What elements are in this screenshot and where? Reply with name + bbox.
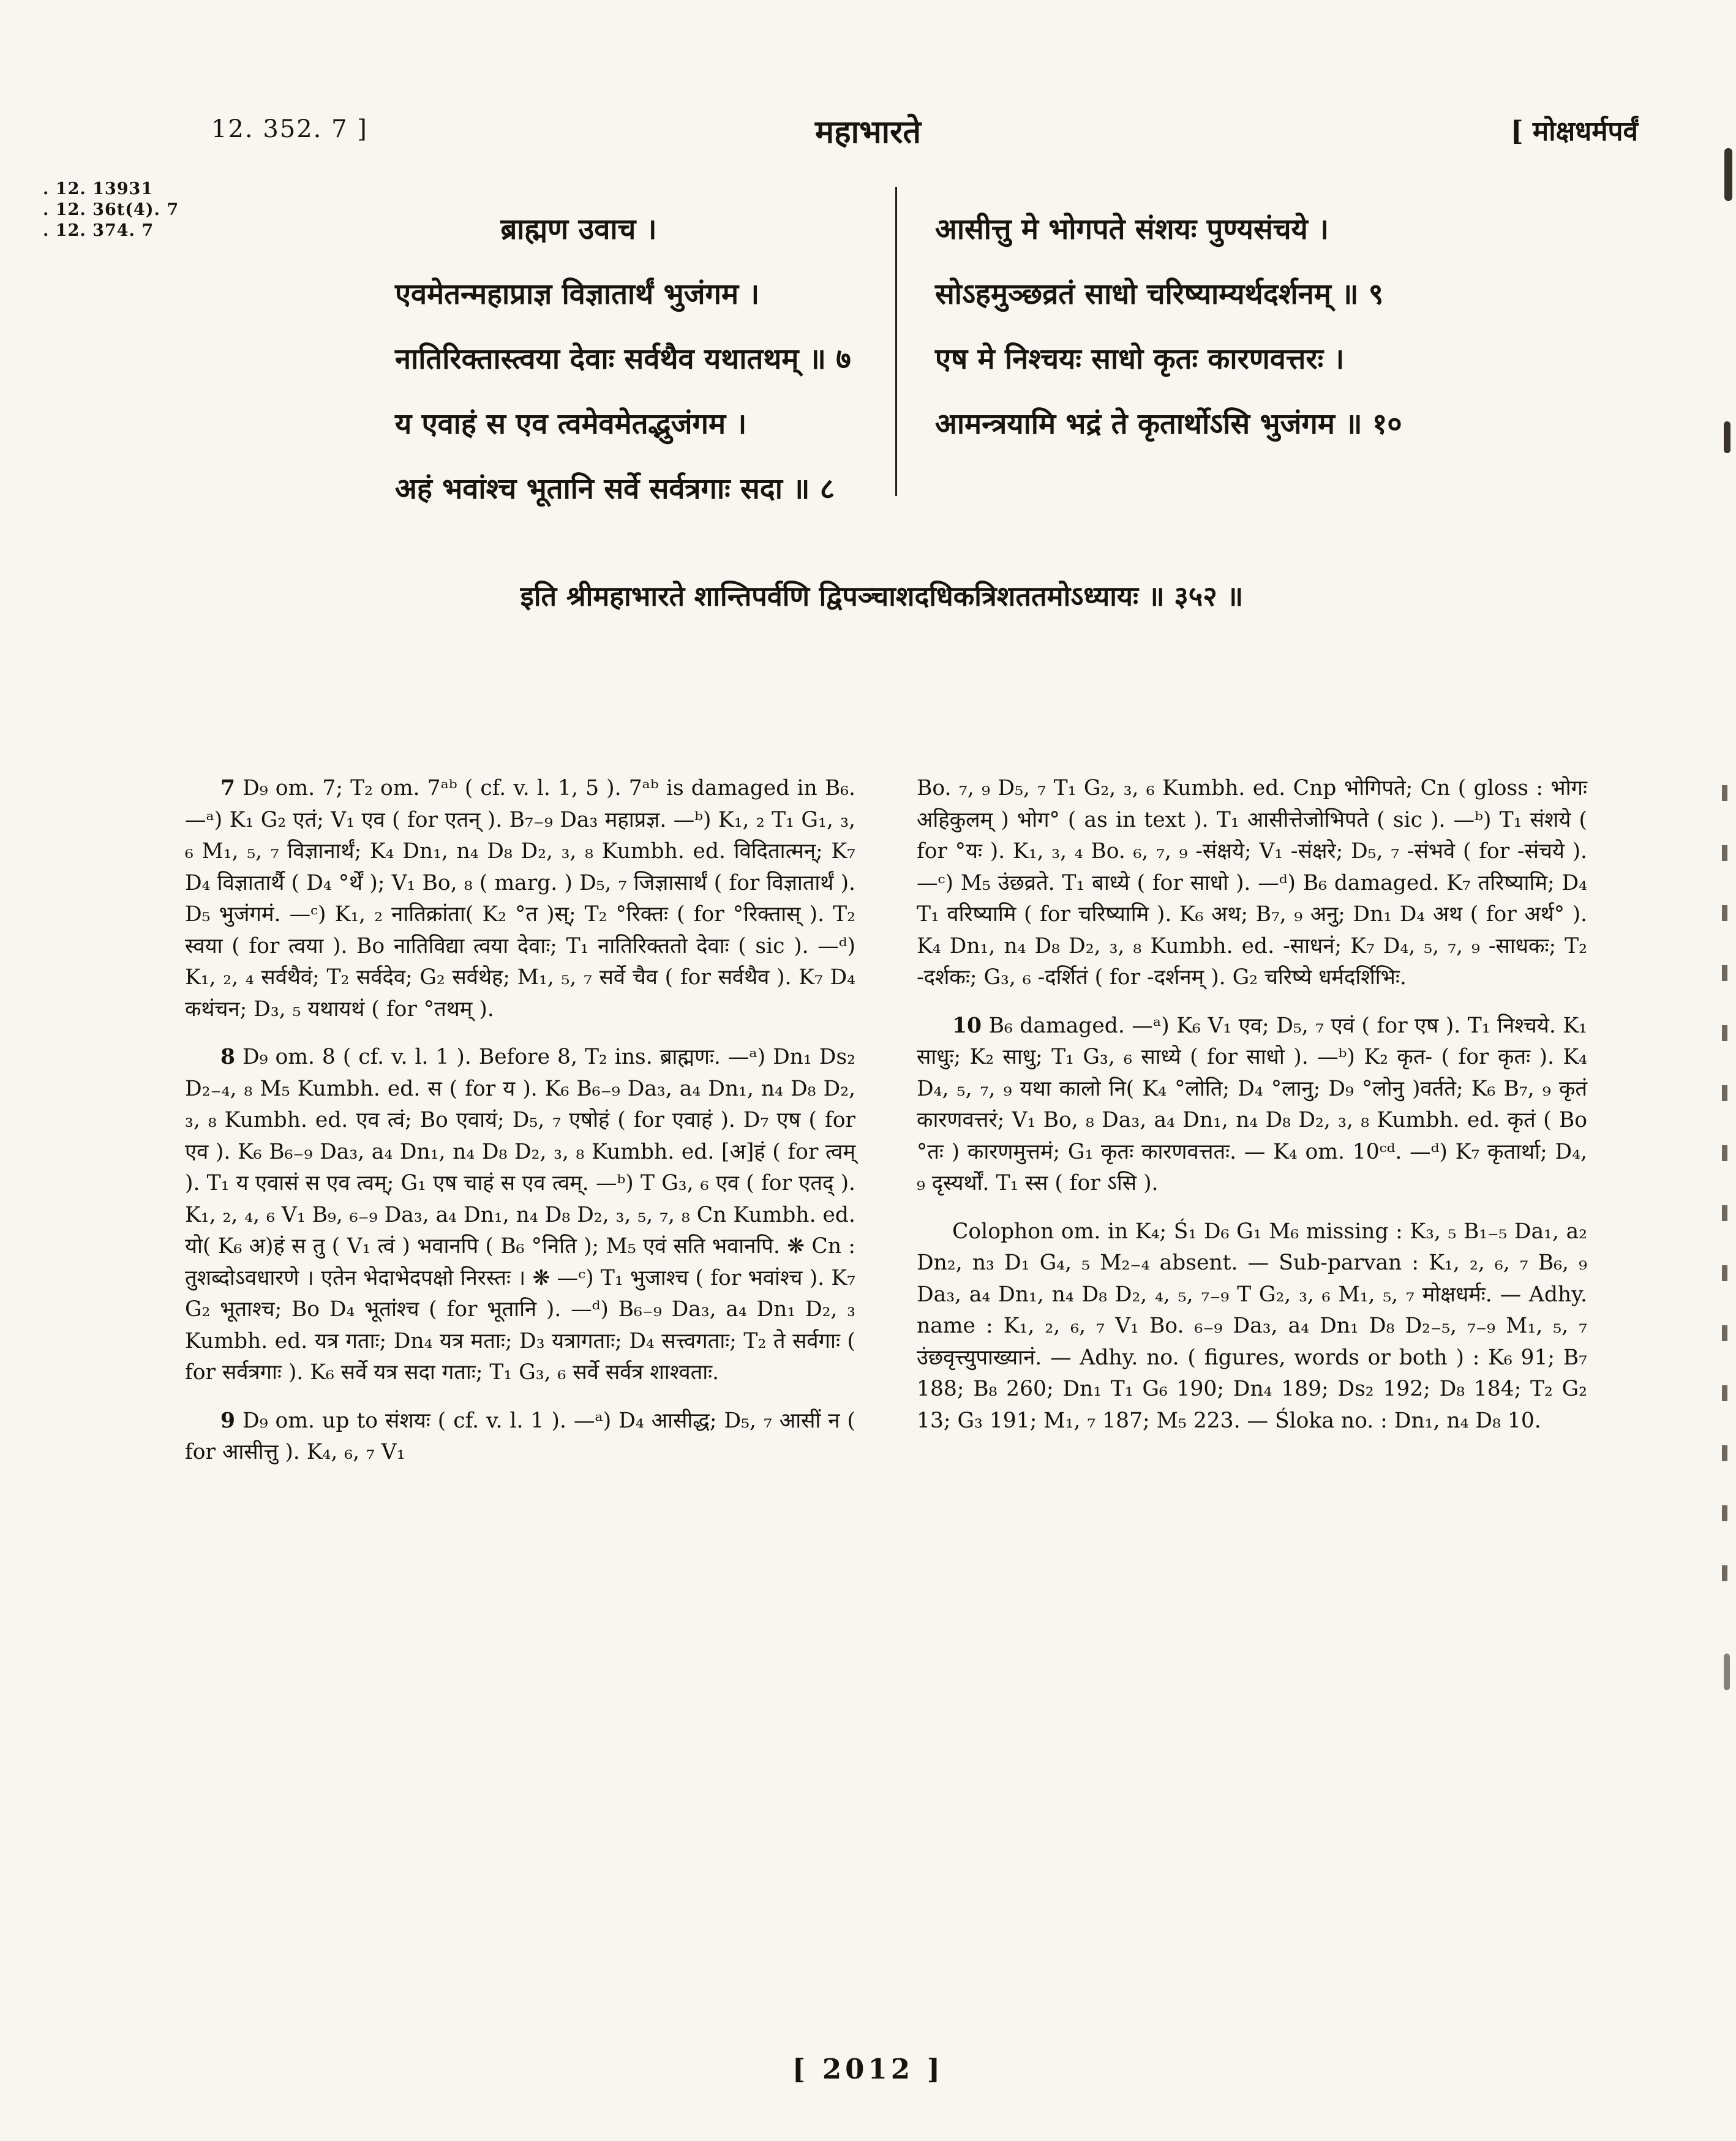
verse-line: एवमेतन्महाप्राज्ञ विज्ञातार्थं भुजंगम ।: [395, 277, 760, 311]
scan-artifact: [1724, 421, 1730, 453]
note-number: 10: [952, 1013, 982, 1038]
apparatus-column-left: [185, 773, 855, 1485]
verse-line: आमन्त्रयामि भद्रं ते कृतार्थोऽसि भुजंगम ॥ १०: [935, 407, 1402, 441]
note-number: 7: [220, 776, 236, 800]
speaker-line: ब्राह्मण उवाच ।: [500, 213, 657, 246]
book-title: महाभारते: [814, 113, 922, 151]
margin-ref: . 12. 36t(4). 7: [43, 200, 179, 219]
apparatus-note-10: [917, 1010, 1587, 1200]
page-number: [ 2012 ]: [792, 2053, 944, 2085]
verse-reference: 12. 352. 7 ]: [211, 115, 368, 143]
verse-line: एष मे निश्चयः साधो कृतः कारणवत्तरः ।: [935, 342, 1345, 376]
column-divider-rule: [895, 187, 897, 496]
margin-ref: . 12. 13931: [43, 179, 154, 198]
note-number: 8: [220, 1045, 236, 1069]
apparatus-note-9-continued: [917, 773, 1587, 994]
scan-artifact: [1724, 1654, 1730, 1690]
margin-ref: . 12. 374. 7: [43, 221, 154, 240]
verse-line: नातिरिक्तास्त्वया देवाः सर्वथैव यथातथम् ॥ ७: [395, 342, 851, 376]
parvan-title: [ मोक्षधर्मपर्वं: [1510, 116, 1638, 147]
scan-artifact: [1722, 785, 1727, 1600]
apparatus-column-right: [917, 773, 1587, 1485]
margin-references: [43, 179, 179, 241]
verse-column-left: [395, 197, 851, 522]
note-text: B₆ damaged. —ᵃ) K₆ V₁ एव; D₅, ₇ एवं ( for एष ). T₁ निश्चये. K₁ साधुः; K₂ साधु; T₁ G₃, ₆ साध्ये ( for साधो ). —ᵇ) K₂ कृत- ( for कृतः ). K₄ D₄, ₅, ₇, ₉ यथा कालो नि( K₄ °लोति; D₄ °लानु; D₉ °लोनु )वर्तते; K₆ B₇, ₉ कृतं कारणवत्तरं; V₁ Bo, ₈ Da₃, a₄ Dn₁, n₄ D₈ D₂, ₃, ₈ Kumbh. ed. कृतं ( Bo °तः ) कारणमुत्तमं; G₁ कृतः कारणवत्ततः. — K₄ om. 10ᶜᵈ. —ᵈ) K₇ कृतार्था; D₄, ₉ दृस्यर्थों. T₁ स्स ( for ऽसि ).: [917, 1013, 1587, 1195]
colophon-variants-note: [917, 1216, 1587, 1437]
apparatus-note-8: [185, 1042, 855, 1389]
verse-line: य एवाहं स एव त्वमेवमेतद्भुजंगम ।: [395, 407, 747, 441]
note-text: Bo. ₇, ₉ D₅, ₇ T₁ G₂, ₃, ₆ Kumbh. ed. Cnp भोगिपते; Cn ( gloss : भोगः अहिकुलम् ) भोग° ( as in text ). T₁ आसीत्तेजोभिपते ( sic ). —ᵇ) T₁ संशये ( for °यः ). K₁, ₃, ₄ Bo. ₆, ₇, ₉ -संक्षये; V₁ -संक्षरे; D₅, ₇ -संभवे ( for -संचये ). —ᶜ) M₅ उंछव्रते. T₁ बाध्ये ( for साधो ). —ᵈ) B₆ damaged. K₇ तरिष्यामि; D₄ T₁ वरिष्यामि ( for चरिष्यामि ). K₆ अथ; B₇, ₉ अनु; Dn₁ D₄ अथ ( for अर्थ° ). K₄ Dn₁, n₄ D₈ D₂, ₃, ₈ Kumbh. ed. -साधनं; K₇ D₄, ₅, ₇, ₉ -साधकः; T₂ -दर्शकः; G₃, ₆ -दर्शितं ( for -दर्शनम् ). G₂ चरिष्ये धर्मदर्शिभिः.: [917, 776, 1587, 990]
verse-line: सोऽहमुञ्छव्रतं साधो चरिष्याम्यर्थदर्शनम् ॥ ९: [935, 277, 1384, 311]
verse-line: आसीत्तु मे भोगपते संशयः पुण्यसंचये ।: [935, 213, 1329, 246]
apparatus-note-7: [185, 773, 855, 1025]
verse-column-right: [935, 197, 1541, 457]
critical-apparatus: [185, 773, 1587, 1485]
chapter-colophon: इति श्रीमहाभारते शान्तिपर्वणि द्विपञ्चाशदधिकत्रिशततमोऽध्यायः ॥ ३५२ ॥: [520, 580, 1244, 612]
note-text: D₉ om. 8 ( cf. v. l. 1 ). Before 8, T₂ ins. ब्राह्मणः. —ᵃ) Dn₁ Ds₂ D₂₋₄, ₈ M₅ Kumbh. ed. स ( for य ). K₆ B₆₋₉ Da₃, a₄ Dn₁, n₄ D₈ D₂, ₃, ₈ Kumbh. ed. एव त्वं; Bo एवायं; D₅, ₇ एषोहं ( for एवाहं ). D₇ एष ( for एव ). K₆ B₆₋₉ Da₃, a₄ Dn₁, n₄ D₈ D₂, ₃, ₈ Kumbh. ed. [अ]हं ( for त्वम् ). T₁ य एवासं स एव त्वम्; G₁ एष चाहं स एव त्वम्. —ᵇ) T G₃, ₆ एव ( for एतद् ). K₁, ₂, ₄, ₆ V₁ B₉, ₆₋₉ Da₃, a₄ Dn₁, n₄ D₈ D₂, ₃, ₅, ₇, ₈ Cn Kumbh. ed. यो( K₆ अ)हं स तु ( V₁ त्वं ) भवानपि ( B₆ °निति ); M₅ एवं सति भवानपि. ❋ Cn : तुशब्दोऽवधारणे । एतेन भेदाभेदपक्षो निरस्तः । ❋ —ᶜ) T₁ भुजाश्च ( for भवांश्च ). K₇ G₂ भूताश्च; Bo D₄ भूतांश्च ( for भूतानि ). —ᵈ) B₆₋₉ Da₃, a₄ Dn₁ D₂, ₃ Kumbh. ed. यत्र गताः; Dn₄ यत्र मताः; D₃ यत्रागताः; D₄ सत्त्वगताः; T₂ ते सर्वगाः ( for सर्वत्रगाः ). K₆ सर्वे यत्र सदा गताः; T₁ G₃, ₆ सर्वे सर्वत्र शाश्वताः.: [185, 1045, 855, 1385]
note-text: Colophon om. in K₄; Ś₁ D₆ G₁ M₆ missing : K₃, ₅ B₁₋₅ Da₁, a₂ Dn₂, n₃ D₁ G₄, ₅ M₂₋₄ absent. — Sub-parvan : K₁, ₂, ₆, ₇ B₆, ₉ Da₃, a₄ Dn₁, n₄ D₈ D₂, ₄, ₅, ₇₋₉ T G₂, ₃, ₆ M₁, ₅, ₇ मोक्षधर्मः. — Adhy. name : K₁, ₂, ₆, ₇ V₁ Bo. ₆₋₉ Da₃, a₄ Dn₁ D₈ D₂₋₅, ₇₋₉ M₁, ₅, ₇ उंछवृत्त्युपाख्यानं. — Adhy. no. ( figures, words or both ) : K₆ 91; B₇ 188; B₈ 260; Dn₁ T₁ G₆ 190; Dn₄ 189; Ds₂ 192; D₈ 184; T₂ G₂ 13; G₃ 191; M₁, ₇ 187; M₅ 223. — Śloka no. : Dn₁, n₄ D₈ 10.: [917, 1219, 1587, 1433]
note-text: D₉ om. 7; T₂ om. 7ᵃᵇ ( cf. v. l. 1, 5 ). 7ᵃᵇ is damaged in B₆. —ᵃ) K₁ G₂ एतं; V₁ एव ( for एतन् ). B₇₋₉ Da₃ महाप्रज्ञ. —ᵇ) K₁, ₂ T₁ G₁, ₃, ₆ M₁, ₅, ₇ विज्ञानार्थं; K₄ Dn₁, n₄ D₈ D₂, ₃, ₈ Kumbh. ed. विदितात्मन्; K₇ D₄ विज्ञातार्थै ( D₄ °र्थें ); V₁ Bo, ₈ ( marg. ) D₅, ₇ जिज्ञासार्थं ( for विज्ञातार्थं ). D₅ भुजंगमं. —ᶜ) K₁, ₂ नातिक्रांता( K₂ °त )स्; T₂ °रिक्तः ( for °रिक्तास् ). T₂ स्वया ( for त्वया ). Bo नातिविद्या त्वया देवाः; T₁ नातिरिक्ततो देवाः ( sic ). —ᵈ) K₁, ₂, ₄ सर्वथैवं; T₂ सर्वदेव; G₂ सर्वथेह; M₁, ₅, ₇ सर्वे चैव ( for सर्वथैव ). K₇ D₄ कथंचन; D₃, ₅ यथायथं ( for °तथम् ).: [185, 776, 855, 1022]
verse-line: अहं भवांश्च भूतानि सर्वे सर्वत्रगाः सदा ॥ ८: [395, 472, 835, 506]
apparatus-note-9: [185, 1405, 855, 1469]
scan-artifact: [1724, 148, 1732, 201]
note-number: 9: [220, 1408, 236, 1433]
note-text: D₉ om. up to संशयः ( cf. v. l. 1 ). —ᵃ) D₄ आसीद्ध; D₅, ₇ आसीं न ( for आसीत्तु ). K₄, ₆, ₇ V₁: [185, 1408, 855, 1464]
